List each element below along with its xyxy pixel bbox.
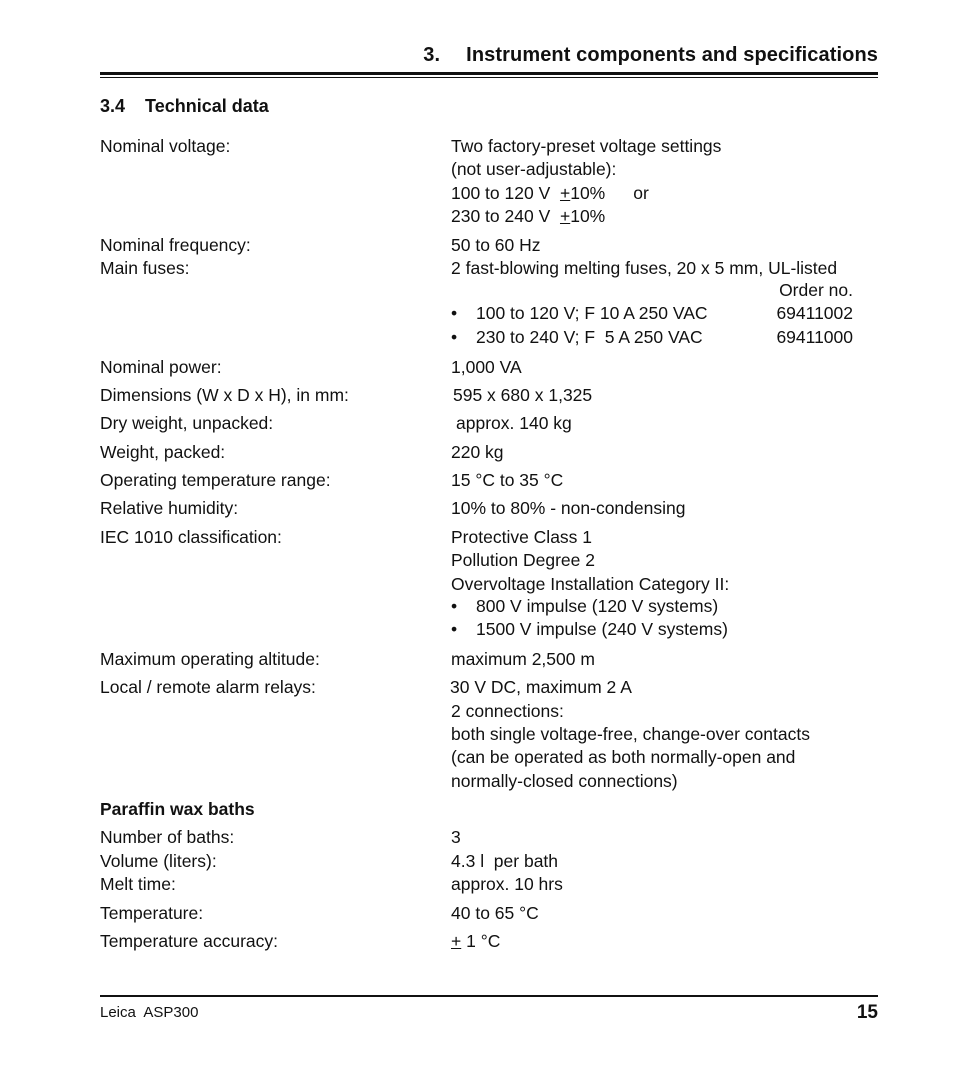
plus-minus-symbol: + [451,931,462,951]
dry-weight-value: approx. 140 kg [456,413,572,433]
iec-bullet-text: 800 V impulse (120 V systems) [476,596,719,616]
dimensions-label: Dimensions (W x D x H), in mm: [100,385,349,405]
melt-time-value: approx. 10 hrs [451,874,563,894]
altitude-value: maximum 2,500 m [451,649,595,669]
fuse-item [451,303,708,324]
nominal-frequency-value: 50 to 60 Hz [451,235,541,255]
voltage-range-2 [451,205,605,228]
nominal-power-value: 1,000 VA [451,357,522,377]
iec-bullet-item [451,619,728,640]
nominal-voltage-label: Nominal voltage: [100,136,231,156]
nominal-voltage-line-1: Two factory-preset voltage settings [451,136,722,156]
melt-time-label: Melt time: [100,874,176,894]
alarm-relays-label: Local / remote alarm relays: [100,677,316,697]
altitude-label: Maximum operating altitude: [100,649,320,669]
volume-value: 4.3 l per bath [451,851,559,871]
main-fuses-label: Main fuses: [100,258,190,278]
temperature-value: 40 to 65 °C [451,903,539,923]
alarm-relays-line-2: 2 connections: [451,701,564,721]
main-fuses-value: 2 fast-blowing melting fuses, 20 x 5 mm, UL-listed [451,258,838,278]
section-number: 3.4 [100,96,126,116]
iec-line-1: Protective Class 1 [451,527,593,547]
chapter-title [423,44,878,67]
iec-label: IEC 1010 classification: [100,527,282,547]
header-rule-thin [100,77,878,78]
bullet-icon: • [451,303,458,323]
iec-line-2: Pollution Degree 2 [451,550,595,570]
operating-temp-value: 15 °C to 35 °C [451,470,564,490]
dry-weight-label: Dry weight, unpacked: [100,413,274,433]
chapter-title-text: Instrument components and specifications [466,44,878,66]
fuse-order-no: 69411002 [776,303,853,323]
iec-bullet-text: 1500 V impulse (240 V systems) [476,619,728,639]
volume-label: Volume (liters): [100,851,217,871]
plus-minus-symbol: + [559,206,571,226]
bullet-icon: • [451,619,458,639]
voltage-range-2-value: 230 to 240 V [451,206,551,226]
fuse-order-no: 69411000 [776,327,853,347]
temperature-label: Temperature: [100,903,204,923]
header-rule-thick [100,72,878,75]
section-title-text: Technical data [145,96,269,116]
humidity-value: 10% to 80% - non-condensing [451,498,686,518]
temp-accuracy-number: 1 °C [466,931,501,951]
voltage-tolerance: 10% [570,183,606,203]
weight-packed-label: Weight, packed: [100,442,226,462]
alarm-relays-line-5: normally-closed connections) [451,771,678,791]
fuse-item-text: 100 to 120 V; F 10 A 250 VAC [476,303,708,323]
temp-accuracy-value [451,930,500,953]
bullet-icon: • [451,327,458,347]
iec-bullet-item [451,596,718,617]
voltage-range-1-value: 100 to 120 V [451,183,551,203]
voltage-tolerance: 10% [570,206,606,226]
alarm-relays-line-1: 30 V DC, maximum 2 A [450,677,632,697]
weight-packed-value: 220 kg [451,442,504,462]
alarm-relays-line-4: (can be operated as both normally-open and [451,747,796,767]
footer-product: Leica ASP300 [100,1004,199,1021]
dimensions-value: 595 x 680 x 1,325 [453,385,593,405]
voltage-or: or [633,183,649,203]
chapter-number: 3. [423,44,441,66]
footer-rule [100,995,878,997]
nominal-power-label: Nominal power: [100,357,222,377]
nominal-frequency-label: Nominal frequency: [100,235,251,255]
nominal-voltage-line-2: (not user-adjustable): [451,159,617,179]
iec-line-3: Overvoltage Installation Category II: [451,574,730,594]
voltage-range-1 [451,182,649,205]
plus-minus-symbol: + [559,183,571,203]
number-of-baths-value: 3 [451,827,461,847]
operating-temp-label: Operating temperature range: [100,470,331,490]
paraffin-heading: Paraffin wax baths [100,799,255,819]
page-number: 15 [856,1002,878,1023]
number-of-baths-label: Number of baths: [100,827,235,847]
bullet-icon: • [451,596,458,616]
order-no-header: Order no. [779,280,853,300]
temp-accuracy-label: Temperature accuracy: [100,931,278,951]
section-title [100,96,269,117]
humidity-label: Relative humidity: [100,498,239,518]
fuse-item-text: 230 to 240 V; F 5 A 250 VAC [476,327,703,347]
fuse-item [451,327,703,348]
alarm-relays-line-3: both single voltage-free, change-over contacts [451,724,810,744]
